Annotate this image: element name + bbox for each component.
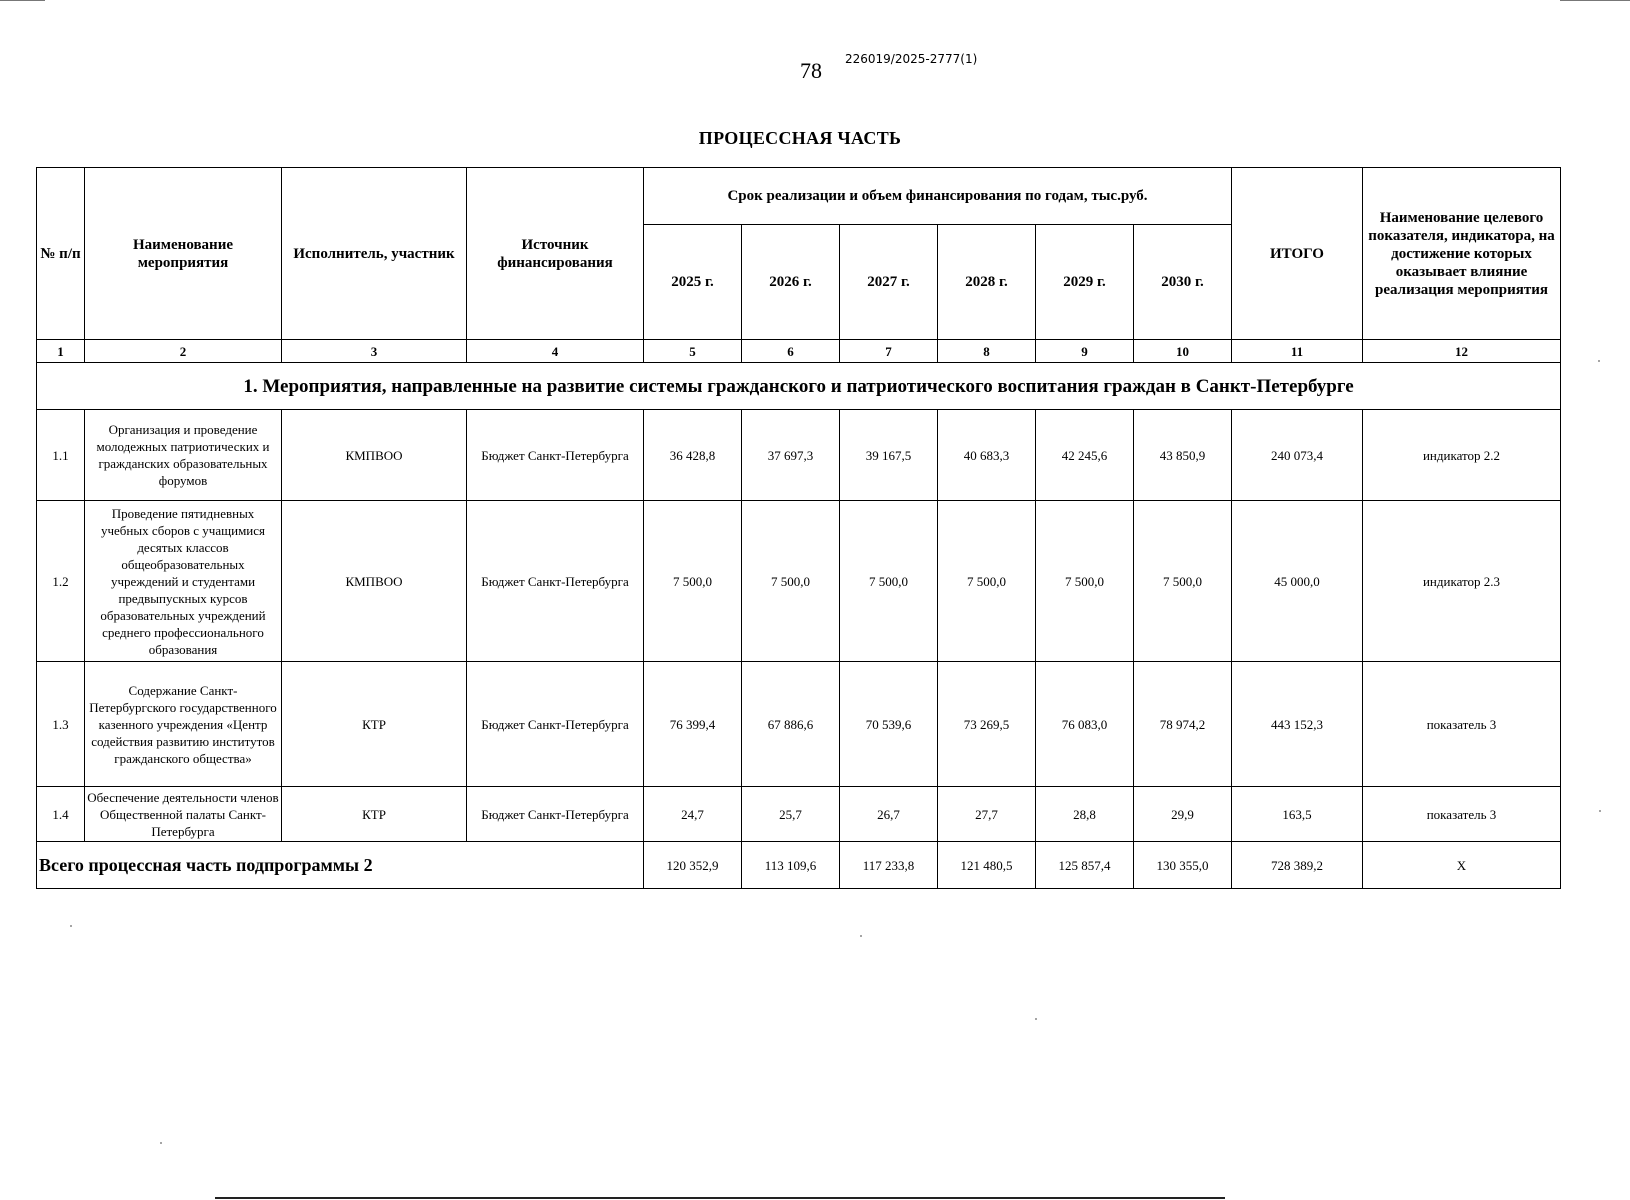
row-value: 7 500,0 bbox=[742, 501, 840, 662]
table-row bbox=[37, 501, 1561, 662]
row-source: Бюджет Санкт-Петербурга bbox=[467, 787, 644, 842]
column-number-row bbox=[37, 340, 1561, 363]
document-id: 226019/2025-2777(1) bbox=[845, 52, 978, 66]
header-year: 2026 г. bbox=[742, 225, 840, 340]
row-total: 443 152,3 bbox=[1232, 662, 1363, 787]
header-executor: Исполнитель, участник bbox=[282, 168, 467, 340]
header-indicator: Наименование целевого показателя, индикатора, на достижение которых оказывает влияние реализация мероприятия bbox=[1363, 168, 1561, 340]
column-number: 2 bbox=[85, 340, 282, 363]
row-executor: КТР bbox=[282, 662, 467, 787]
table-row bbox=[37, 787, 1561, 842]
row-value: 7 500,0 bbox=[1036, 501, 1134, 662]
row-num: 1.1 bbox=[37, 410, 85, 501]
row-indicator: индикатор 2.3 bbox=[1363, 501, 1561, 662]
column-number: 12 bbox=[1363, 340, 1561, 363]
row-value: 67 886,6 bbox=[742, 662, 840, 787]
header-year: 2030 г. bbox=[1134, 225, 1232, 340]
row-value: 78 974,2 bbox=[1134, 662, 1232, 787]
row-name: Проведение пятидневных учебных сборов с учащимися десятых классов общеобразовательных учреждений и студентами предвыпускных курсов образовательных учреждений среднего профессионального образования bbox=[85, 501, 282, 662]
row-value: 37 697,3 bbox=[742, 410, 840, 501]
row-value: 27,7 bbox=[938, 787, 1036, 842]
header-total: ИТОГО bbox=[1232, 168, 1363, 340]
scan-speck bbox=[70, 925, 72, 927]
row-indicator: индикатор 2.2 bbox=[1363, 410, 1561, 501]
total-grand: 728 389,2 bbox=[1232, 842, 1363, 889]
column-number: 5 bbox=[644, 340, 742, 363]
row-value: 39 167,5 bbox=[840, 410, 938, 501]
column-number: 3 bbox=[282, 340, 467, 363]
table-row bbox=[37, 410, 1561, 501]
column-number: 6 bbox=[742, 340, 840, 363]
header-year: 2028 г. bbox=[938, 225, 1036, 340]
row-value: 73 269,5 bbox=[938, 662, 1036, 787]
row-indicator: показатель 3 bbox=[1363, 787, 1561, 842]
scan-edge-line bbox=[1560, 0, 1630, 1]
row-executor: КМПВОО bbox=[282, 410, 467, 501]
column-number: 4 bbox=[467, 340, 644, 363]
page-title: ПРОЦЕССНАЯ ЧАСТЬ bbox=[698, 128, 902, 148]
row-value: 26,7 bbox=[840, 787, 938, 842]
row-value: 28,8 bbox=[1036, 787, 1134, 842]
column-number: 9 bbox=[1036, 340, 1134, 363]
row-num: 1.3 bbox=[37, 662, 85, 787]
total-indicator: Х bbox=[1363, 842, 1561, 889]
column-number: 10 bbox=[1134, 340, 1232, 363]
row-value: 70 539,6 bbox=[840, 662, 938, 787]
total-value: 117 233,8 bbox=[840, 842, 938, 889]
row-name: Организация и проведение молодежных патриотических и гражданских образовательных форумов bbox=[85, 410, 282, 501]
row-value: 76 399,4 bbox=[644, 662, 742, 787]
total-label: Всего процессная часть подпрограммы 2 bbox=[37, 842, 644, 889]
row-value: 40 683,3 bbox=[938, 410, 1036, 501]
scan-speck bbox=[1599, 810, 1601, 812]
column-number: 8 bbox=[938, 340, 1036, 363]
row-num: 1.2 bbox=[37, 501, 85, 662]
scan-speck bbox=[860, 935, 862, 937]
header-source: Источник финансирования bbox=[467, 168, 644, 340]
row-value: 36 428,8 bbox=[644, 410, 742, 501]
row-total: 45 000,0 bbox=[1232, 501, 1363, 662]
row-total: 163,5 bbox=[1232, 787, 1363, 842]
row-source: Бюджет Санкт-Петербурга bbox=[467, 410, 644, 501]
header-period: Срок реализации и объем финансирования по годам, тыс.руб. bbox=[644, 168, 1232, 225]
row-value: 7 500,0 bbox=[938, 501, 1036, 662]
total-value: 121 480,5 bbox=[938, 842, 1036, 889]
row-value: 42 245,6 bbox=[1036, 410, 1134, 501]
total-value: 130 355,0 bbox=[1134, 842, 1232, 889]
row-source: Бюджет Санкт-Петербурга bbox=[467, 501, 644, 662]
row-value: 43 850,9 bbox=[1134, 410, 1232, 501]
scan-speck bbox=[1035, 1018, 1037, 1020]
header-year: 2027 г. bbox=[840, 225, 938, 340]
total-value: 113 109,6 bbox=[742, 842, 840, 889]
row-num: 1.4 bbox=[37, 787, 85, 842]
row-name: Обеспечение деятельности членов Общественной палаты Санкт-Петербурга bbox=[85, 787, 282, 842]
row-value: 76 083,0 bbox=[1036, 662, 1134, 787]
row-value: 7 500,0 bbox=[644, 501, 742, 662]
row-indicator: показатель 3 bbox=[1363, 662, 1561, 787]
row-value: 7 500,0 bbox=[1134, 501, 1232, 662]
process-table bbox=[36, 167, 1561, 889]
page-number: 78 bbox=[800, 58, 822, 83]
header-year: 2025 г. bbox=[644, 225, 742, 340]
header-year: 2029 г. bbox=[1036, 225, 1134, 340]
section-title: 1. Мероприятия, направленные на развитие системы гражданского и патриотического воспитания граждан в Санкт-Петербурге bbox=[37, 363, 1561, 410]
row-value: 25,7 bbox=[742, 787, 840, 842]
row-value: 7 500,0 bbox=[840, 501, 938, 662]
row-value: 29,9 bbox=[1134, 787, 1232, 842]
header-num: № п/п bbox=[37, 168, 85, 340]
total-value: 120 352,9 bbox=[644, 842, 742, 889]
header-name: Наименование мероприятия bbox=[85, 168, 282, 340]
row-source: Бюджет Санкт-Петербурга bbox=[467, 662, 644, 787]
table-row bbox=[37, 662, 1561, 787]
total-value: 125 857,4 bbox=[1036, 842, 1134, 889]
column-number: 7 bbox=[840, 340, 938, 363]
scan-edge-line bbox=[0, 0, 45, 1]
row-executor: КМПВОО bbox=[282, 501, 467, 662]
column-number: 1 bbox=[37, 340, 85, 363]
row-value: 24,7 bbox=[644, 787, 742, 842]
row-executor: КТР bbox=[282, 787, 467, 842]
row-name: Содержание Санкт-Петербургского государственного казенного учреждения «Центр содействия развитию институтов гражданского общества» bbox=[85, 662, 282, 787]
total-row bbox=[37, 842, 1561, 889]
column-number: 11 bbox=[1232, 340, 1363, 363]
scan-speck bbox=[160, 1142, 162, 1144]
section-row bbox=[37, 363, 1561, 410]
row-total: 240 073,4 bbox=[1232, 410, 1363, 501]
scan-speck bbox=[1598, 360, 1600, 362]
scan-edge-line bbox=[215, 1197, 1225, 1199]
